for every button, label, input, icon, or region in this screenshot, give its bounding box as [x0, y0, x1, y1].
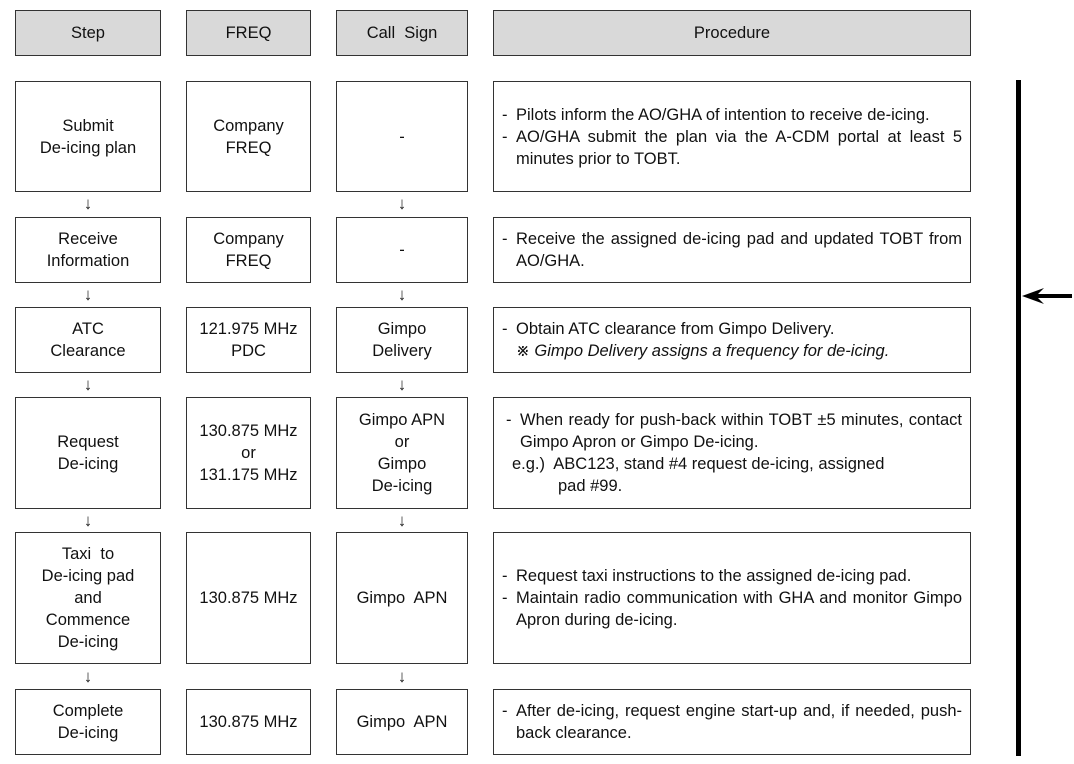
step-cell: Request De-icing: [15, 397, 161, 509]
procedure-item: - Pilots inform the AO/GHA of intention to receive de-icing.: [502, 105, 930, 124]
freq-cell: Company FREQ: [186, 217, 311, 283]
freq-cell: 130.875 MHz: [186, 532, 311, 664]
procedure-example: e.g.) ABC123, stand #4 request de-icing, assigned: [512, 455, 885, 473]
header-freq: FREQ: [186, 10, 311, 56]
down-arrow-icon: ↓: [397, 194, 407, 213]
step-cell: Complete De-icing: [15, 689, 161, 755]
freq-cell: 121.975 MHz PDC: [186, 307, 311, 373]
procedure-example-continued: pad #99.: [558, 477, 623, 495]
header-step: Step: [15, 10, 161, 56]
freq-cell: 130.875 MHz or 131.175 MHz: [186, 397, 311, 509]
procedure-item: - Obtain ATC clearance from Gimpo Delivery.: [502, 320, 835, 338]
procedure-cell: [493, 397, 971, 509]
freq-cell: 130.875 MHz: [186, 689, 311, 755]
down-arrow-icon: ↓: [83, 194, 93, 213]
call-sign-cell: Gimpo Delivery: [336, 307, 468, 373]
procedure-item: - Receive the assigned de-icing pad and updated TOBT from AO/GHA.: [502, 230, 962, 270]
procedure-cell: [493, 217, 971, 283]
freq-cell: Company FREQ: [186, 81, 311, 192]
procedure-note: ※ Gimpo Delivery assigns a frequency for de-icing.: [516, 342, 890, 360]
down-arrow-icon: ↓: [397, 285, 407, 304]
side-vertical-bar: [1016, 80, 1021, 756]
procedure-cell: [493, 307, 971, 373]
procedure-cell: [493, 532, 971, 664]
left-arrow-icon: [1022, 286, 1072, 306]
down-arrow-icon: ↓: [397, 511, 407, 530]
procedure-cell: [493, 689, 971, 755]
down-arrow-icon: ↓: [83, 511, 93, 530]
procedure-item: - AO/GHA submit the plan via the A-CDM portal at least 5 minutes prior to TOBT.: [502, 127, 962, 168]
down-arrow-icon: ↓: [83, 375, 93, 394]
procedure-item: - Request taxi instructions to the assigned de-icing pad.: [502, 567, 912, 585]
step-cell: Taxi to De-icing pad and Commence De-icing: [15, 532, 161, 664]
step-cell: ATC Clearance: [15, 307, 161, 373]
header-procedure: Procedure: [493, 10, 971, 56]
call-sign-cell: Gimpo APN or Gimpo De-icing: [336, 397, 468, 509]
procedure-cell: [493, 81, 971, 192]
procedure-item: - After de-icing, request engine start-up and, if needed, push-back clearance.: [502, 702, 962, 742]
call-sign-cell: -: [336, 217, 468, 283]
step-cell: Submit De-icing plan: [15, 81, 161, 192]
down-arrow-icon: ↓: [397, 667, 407, 686]
procedure-item: - Maintain radio communication with GHA and monitor Gimpo Apron during de-icing.: [502, 589, 962, 629]
step-cell: Receive Information: [15, 217, 161, 283]
call-sign-cell: Gimpo APN: [336, 689, 468, 755]
call-sign-cell: -: [336, 81, 468, 192]
header-call-sign: Call Sign: [336, 10, 468, 56]
down-arrow-icon: ↓: [83, 285, 93, 304]
call-sign-cell: Gimpo APN: [336, 532, 468, 664]
procedure-item: - When ready for push-back within TOBT ±5 minutes, contact Gimpo Apron or Gimpo De-icing.: [506, 411, 962, 451]
down-arrow-icon: ↓: [397, 375, 407, 394]
down-arrow-icon: ↓: [83, 667, 93, 686]
